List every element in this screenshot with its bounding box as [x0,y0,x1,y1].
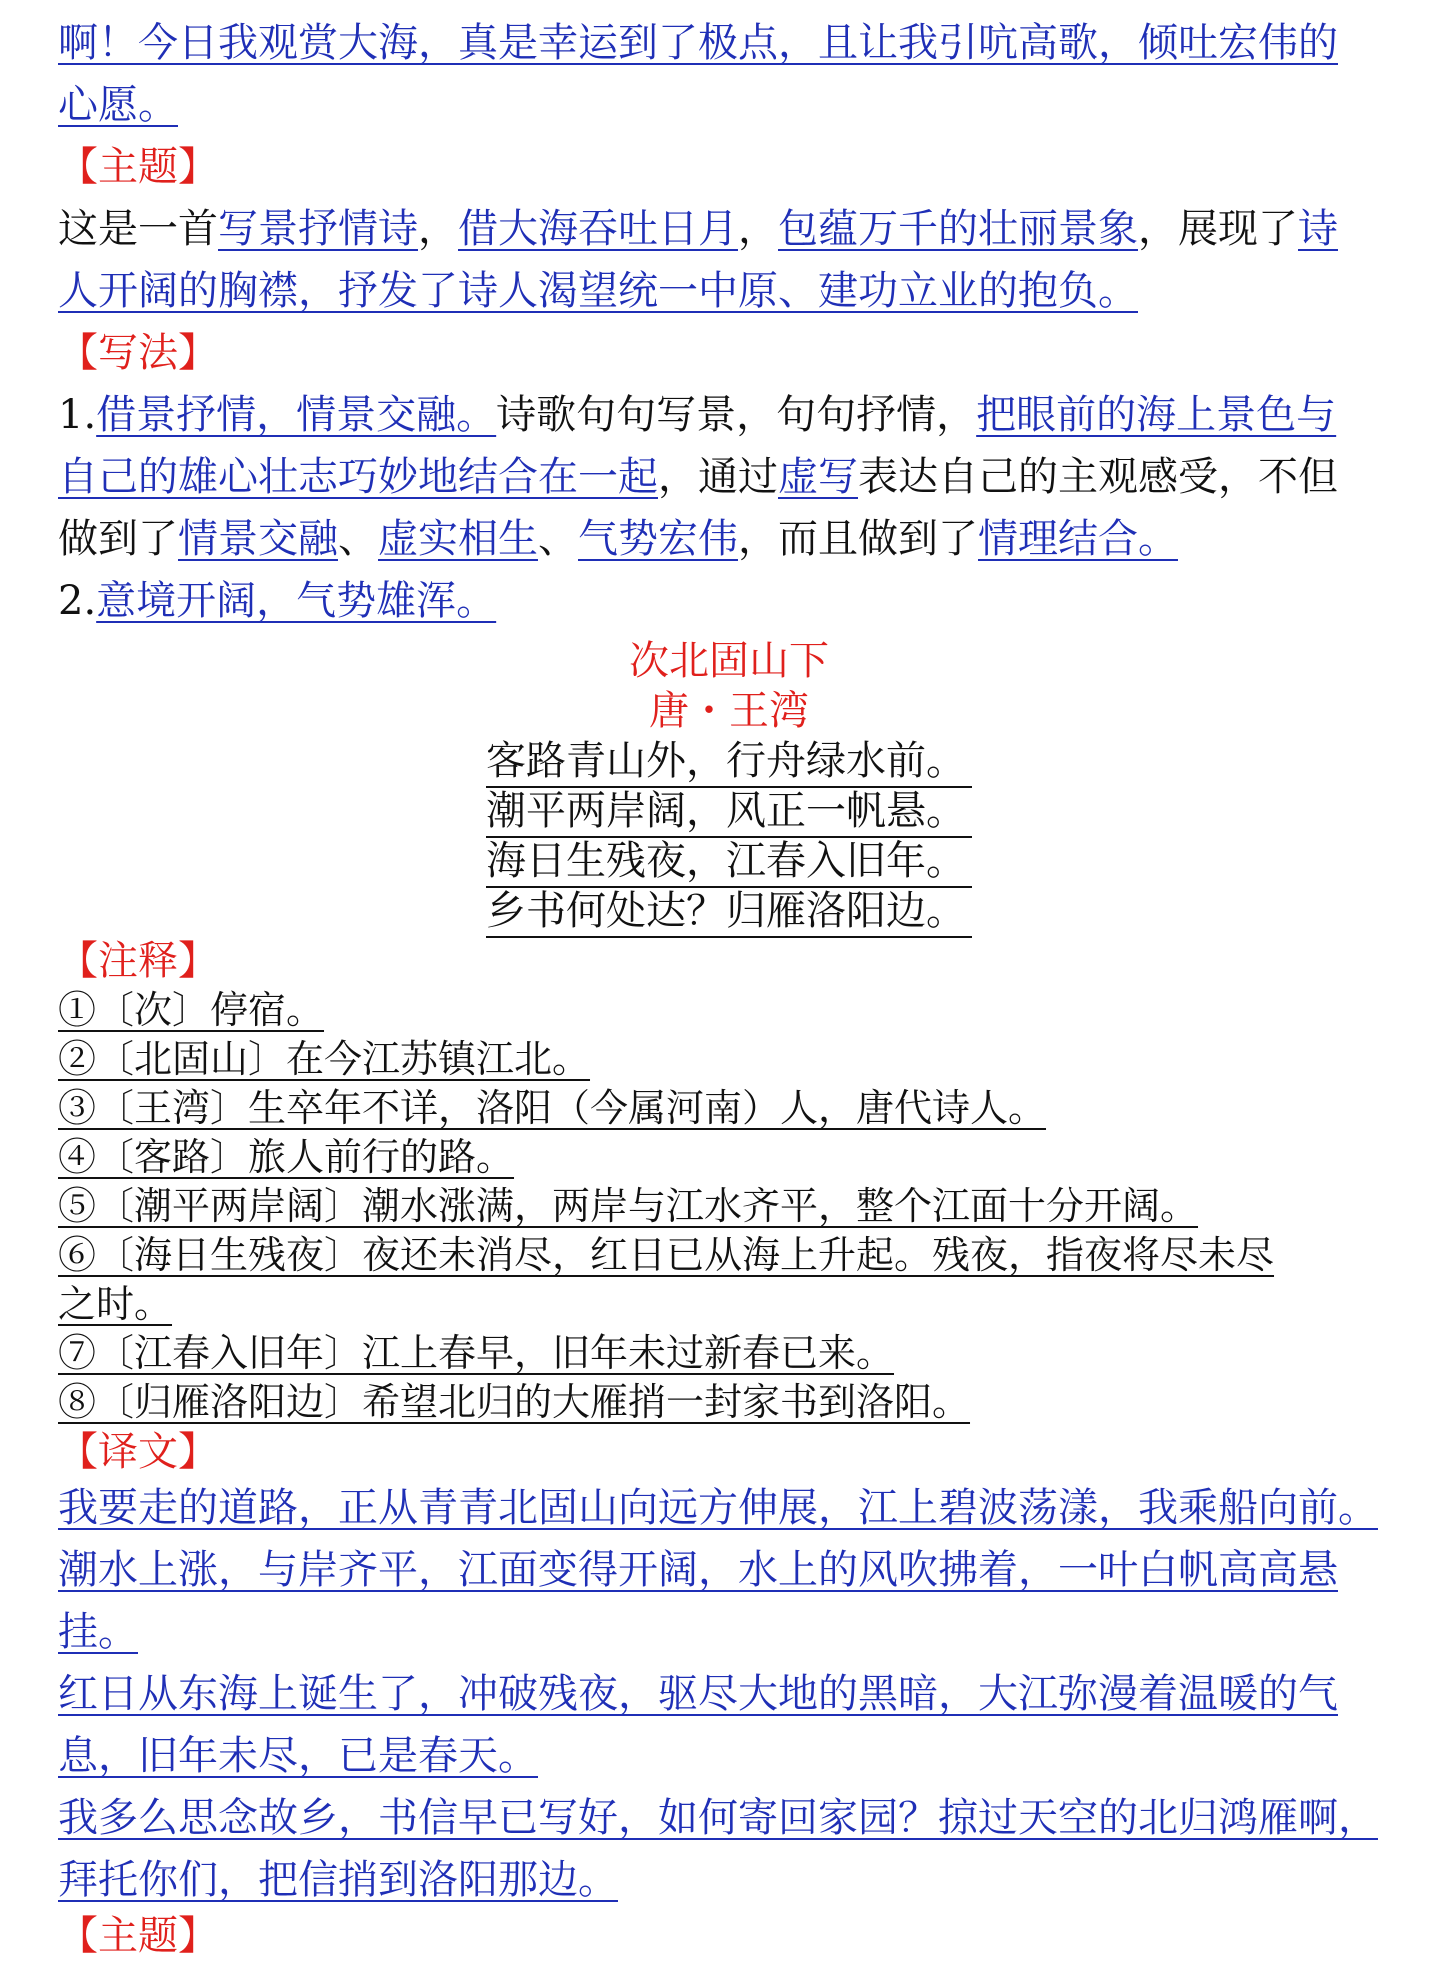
method-highlight: 情景交融 [178,516,338,562]
theme-text: ， [738,206,778,252]
poem-line-text: 客路青山外，行舟绿水前。 [486,738,972,788]
method-highlight: 自己的雄心壮志巧妙地结合在一起 [58,454,658,500]
intro-text-1: 啊！今日我观赏大海，真是幸运到了极点，且让我引吭高歌，倾吐宏伟的 [58,20,1338,66]
poem-line [58,836,1400,886]
method-highlight: 虚实相生 [378,516,538,562]
method-text: 、 [538,516,578,562]
theme-line [58,260,1400,322]
theme-text: 这是一首 [58,206,218,252]
theme-heading: 【主题】 [58,144,218,190]
method-highlight: 借景抒情，情景交融。 [96,392,497,438]
note-text: ③〔王湾〕生卒年不详，洛阳（今属河南）人，唐代诗人。 [58,1086,1047,1130]
note-text: ⑦〔江春入旧年〕江上春早，旧年未过新春已来。 [58,1331,895,1375]
intro-line [58,12,1400,74]
translation-text: 拜托你们，把信捎到洛阳那边。 [58,1857,618,1903]
method-highlight: 意境开阔，气势雄浑。 [96,578,497,624]
translation-line [58,1663,1400,1725]
translation-line [58,1725,1400,1787]
translation-text: 挂。 [58,1609,138,1655]
translation-text: 息，旧年未尽，已是春天。 [58,1733,538,1779]
note-text: ⑧〔归雁洛阳边〕希望北归的大雁捎一封家书到洛阳。 [58,1380,971,1424]
notes-heading: 【注释】 [58,938,218,984]
note-text: 之时。 [58,1282,173,1326]
method-highlight: 把眼前的海上景色与 [976,392,1337,438]
poem-line [58,736,1400,786]
theme-text: ，展现了 [1138,206,1298,252]
note-item [58,1035,1400,1084]
note-item [58,1084,1400,1133]
method-text: 诗歌句句写景，句句抒情， [496,392,977,438]
theme-heading-2: 【主题】 [58,1913,218,1959]
method-text: 做到了 [58,516,178,562]
poem-line [58,886,1400,936]
theme-line [58,198,1400,260]
note-item [58,1280,1400,1329]
poem-author: 唐・王湾 [649,688,809,734]
note-text: ①〔次〕停宿。 [58,988,325,1032]
intro-line [58,74,1400,136]
note-item [58,1378,1400,1427]
poem-line-text: 乡书何处达？归雁洛阳边。 [486,888,972,938]
method-line [58,384,1400,446]
note-text: ②〔北固山〕在今江苏镇江北。 [58,1037,591,1081]
note-item [58,1133,1400,1182]
theme-text: ， [418,206,458,252]
method-number: 1. [58,392,97,438]
translation-text: 红日从东海上诞生了，冲破残夜，驱尽大地的黑暗，大江弥漫着温暖的气 [58,1671,1338,1717]
note-item [58,1329,1400,1378]
poem-title: 次北固山下 [629,638,829,684]
method-text: ，通过 [658,454,778,500]
poem-line-text: 海日生残夜，江春入旧年。 [486,838,972,888]
note-text: ④〔客路〕旅人前行的路。 [58,1135,515,1179]
method-highlight: 气势宏伟 [578,516,738,562]
translation-text: 我要走的道路，正从青青北固山向远方伸展，江上碧波荡漾，我乘船向前。 [58,1485,1378,1531]
method-text: 、 [338,516,378,562]
method-text: 表达自己的主观感受，不但 [858,454,1338,500]
translation-line [58,1849,1400,1911]
theme-highlight: 借大海吞吐日月 [458,206,738,252]
method-line [58,508,1400,570]
translation-text: 潮水上涨，与岸齐平，江面变得开阔，水上的风吹拂着，一叶白帆高高悬 [58,1547,1338,1593]
translation-line [58,1539,1400,1601]
note-text: ⑥〔海日生残夜〕夜还未消尽，红日已从海上升起。残夜，指夜将尽未尽 [58,1233,1275,1277]
poem-line-text: 潮平两岸阔，风正一帆悬。 [486,788,972,838]
note-item [58,1231,1400,1280]
document-page [58,12,1400,1961]
translation-line [58,1477,1400,1539]
note-item [58,1182,1400,1231]
theme-highlight: 诗 [1298,206,1338,252]
poem-line [58,786,1400,836]
method-heading: 【写法】 [58,330,218,376]
theme-highlight: 人开阔的胸襟，抒发了诗人渴望统一中原、建功立业的抱负。 [58,268,1138,314]
intro-text-2: 心愿。 [58,82,178,128]
translation-line [58,1601,1400,1663]
method-number: 2. [58,578,97,624]
method-line [58,570,1400,632]
note-item [58,986,1400,1035]
translation-heading: 【译文】 [58,1429,218,1475]
translation-line [58,1787,1400,1849]
theme-highlight: 包蕴万千的壮丽景象 [778,206,1138,252]
theme-highlight: 写景抒情诗 [218,206,418,252]
method-line [58,446,1400,508]
method-text: ，而且做到了 [738,516,978,562]
method-highlight: 情理结合。 [978,516,1178,562]
translation-text: 我多么思念故乡，书信早已写好，如何寄回家园？掠过天空的北归鸿雁啊， [58,1795,1378,1841]
note-text: ⑤〔潮平两岸阔〕潮水涨满，两岸与江水齐平，整个江面十分开阔。 [58,1184,1199,1228]
method-highlight: 虚写 [778,454,858,500]
